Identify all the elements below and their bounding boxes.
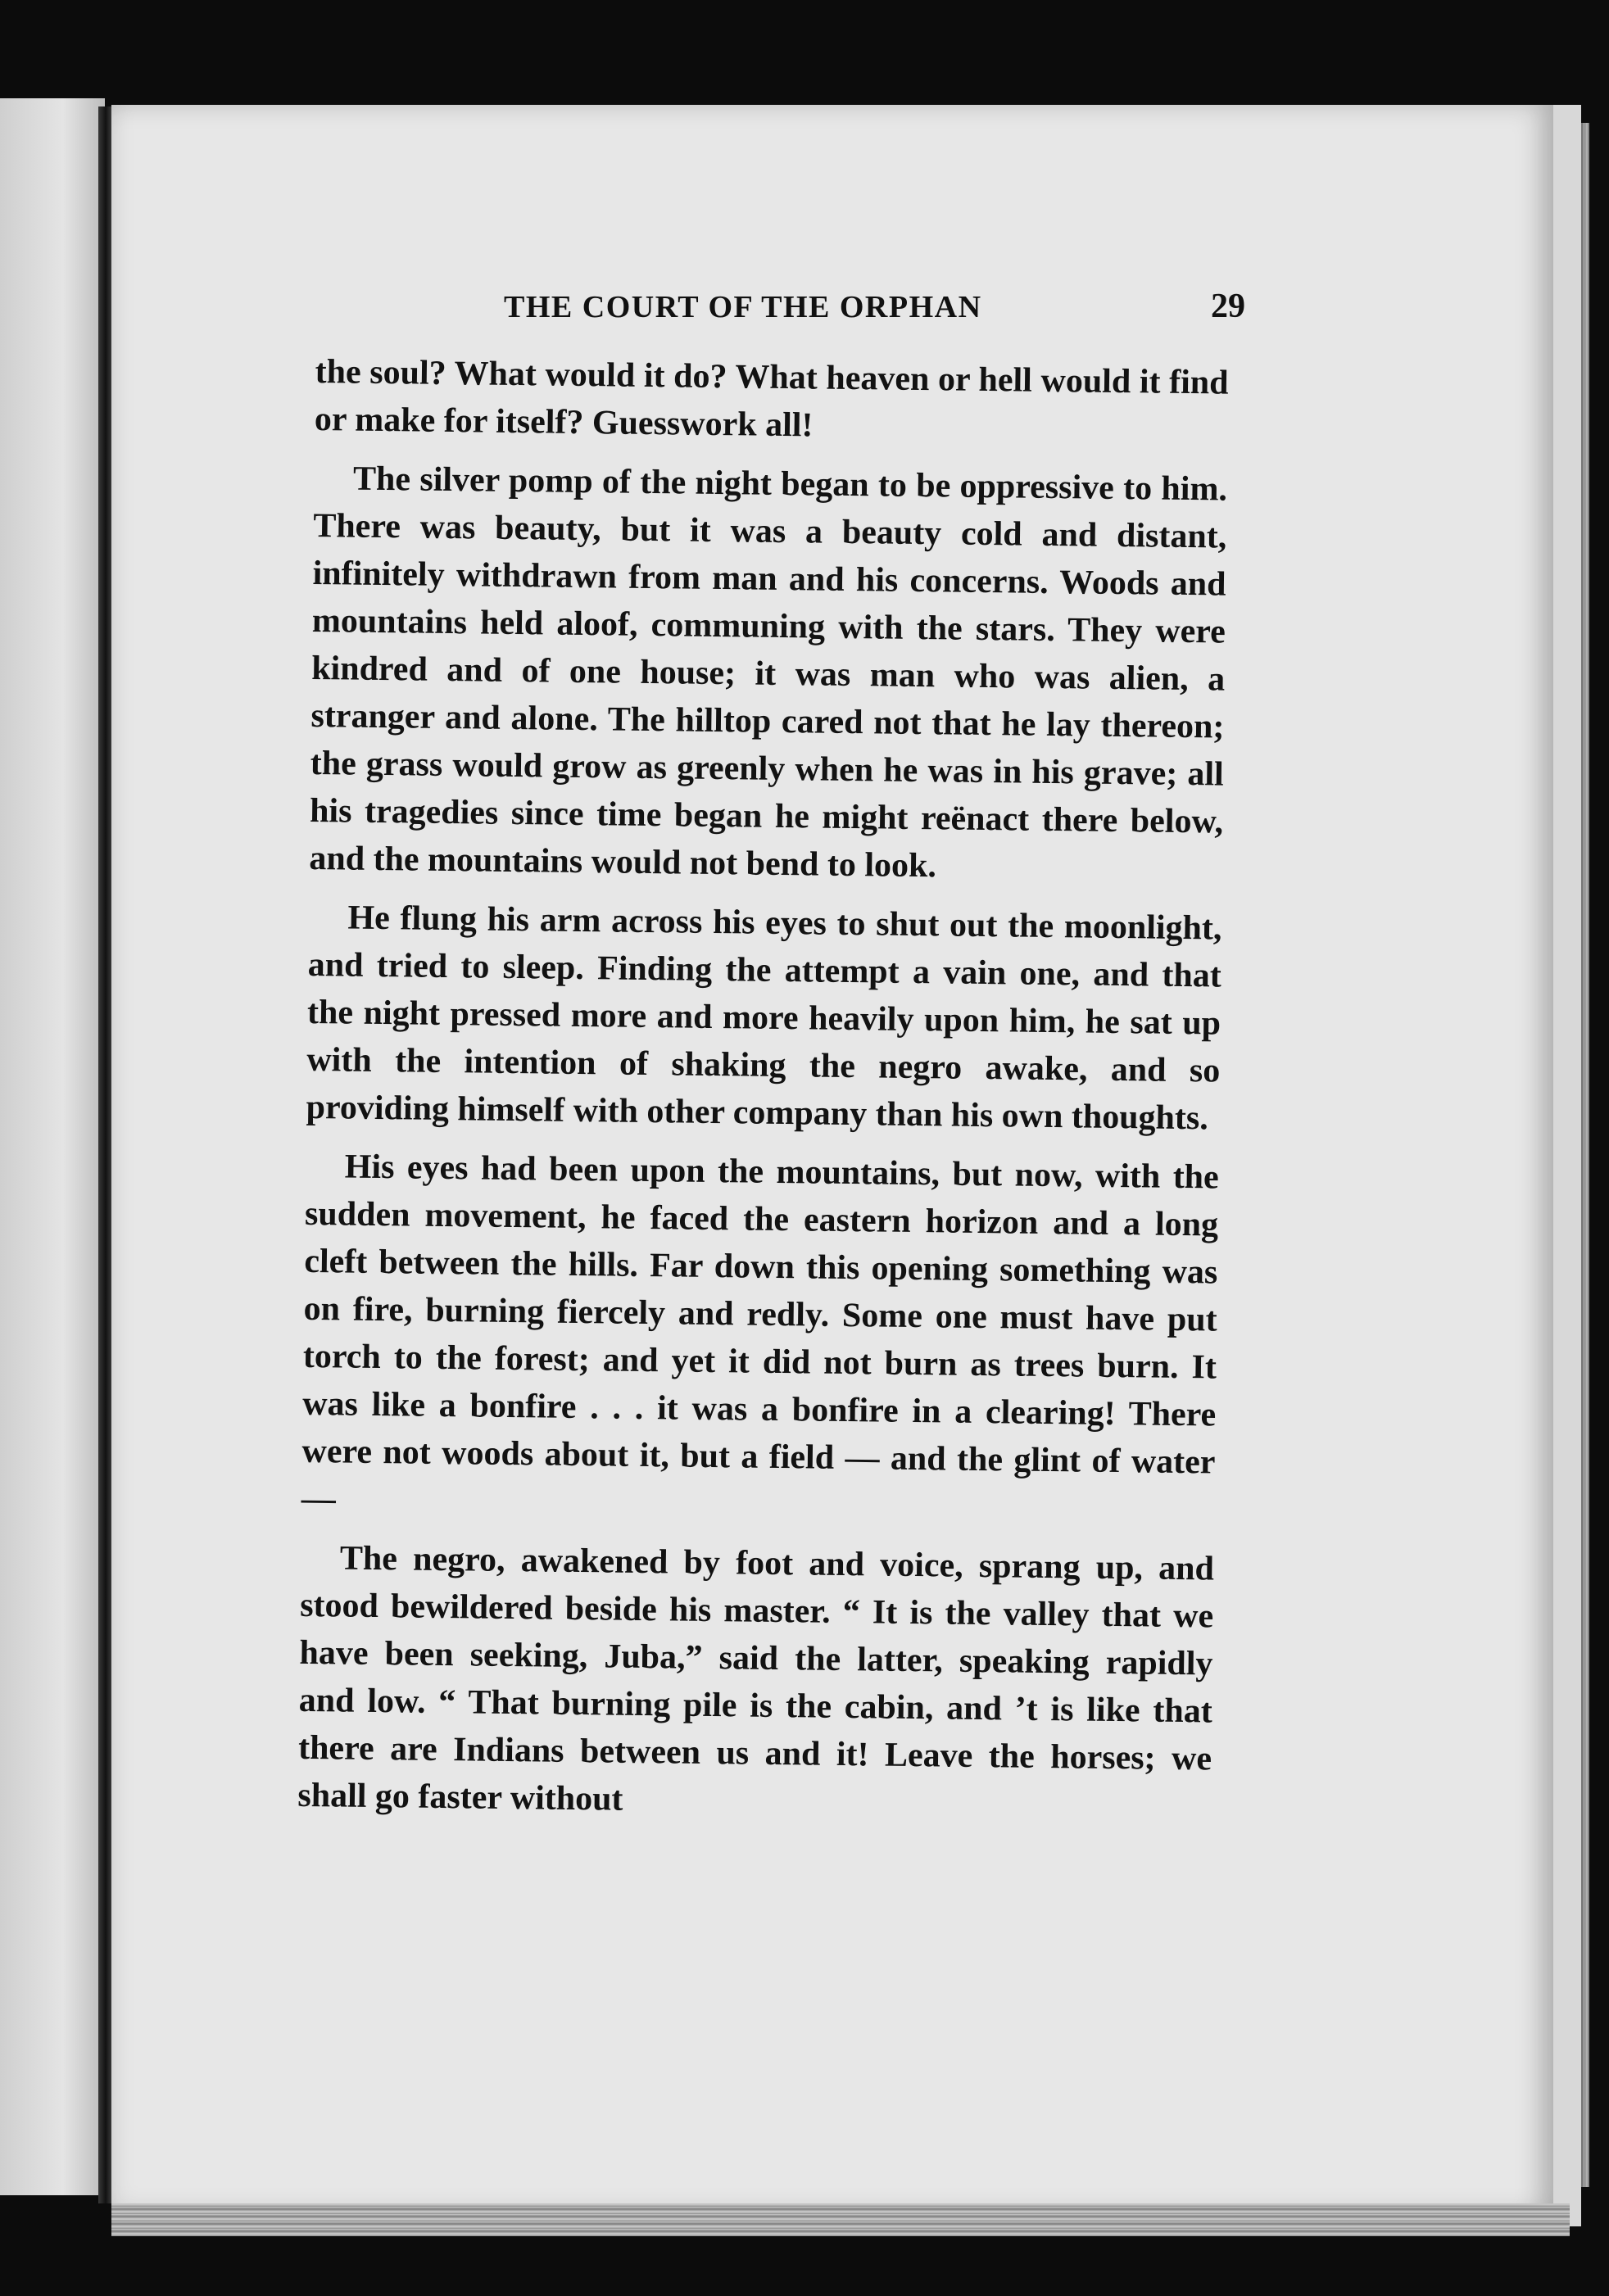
paragraph: the soul? What would it do? What heaven or hell would it find or make for itself? Guesswork all!: [314, 352, 1229, 445]
running-head: THE COURT OF THE ORPHAN: [504, 290, 982, 324]
paragraph: His eyes had been upon the mountains, but now, with the sudden movement, he faced the eastern horizon and a long cleft between the hills. Far down this opening something was on fire, burning fiercely and redly. Some one must have put torch to the forest; and yet it did not burn as trees burn. It was like a bonfire . . . it was a bonfire in a clearing! There were not woods about it, but a field — and the glint of water —: [301, 1148, 1219, 1519]
previous-page-edge: [0, 98, 105, 2195]
paragraph: The negro, awakened by foot and voice, sprang up, and stood bewildered beside his master. “ It is the valley that we have been seeking, Juba,” said the latter, speaking rapidly and low. “ That burning pile is the cabin, and ’t is like that there are Indians between us and it! Leave the horses; we shall go faster without: [297, 1539, 1215, 1818]
page-bottom-edge: [111, 2203, 1570, 2236]
page-header: [320, 287, 1245, 326]
body-text: [297, 348, 1229, 1841]
page-number: 29: [1211, 288, 1245, 325]
paragraph: He flung his arm across his eyes to shut out the moonlight, and tried to sleep. Finding the attempt a vain one, and that the night pressed more and more heavily upon him, he sat up with the intention of shaking the negro awake, and so providing himself with other company than his own thoughts.: [306, 899, 1222, 1138]
paragraph: The silver pomp of the night began to be oppressive to him. There was beauty, but it was a beauty cold and distant, infinitely withdrawn from man and his concerns. Woods and mountains held aloof, communing with the stars. They were kindred and of one house; it was man who was alien, a stranger and alone. The hilltop cared not that he lay thereon; the grass would grow as greenly when he was in his grave; all his tragedies since time began he might reënact there below, and the mountains would not bend to look.: [309, 460, 1228, 885]
